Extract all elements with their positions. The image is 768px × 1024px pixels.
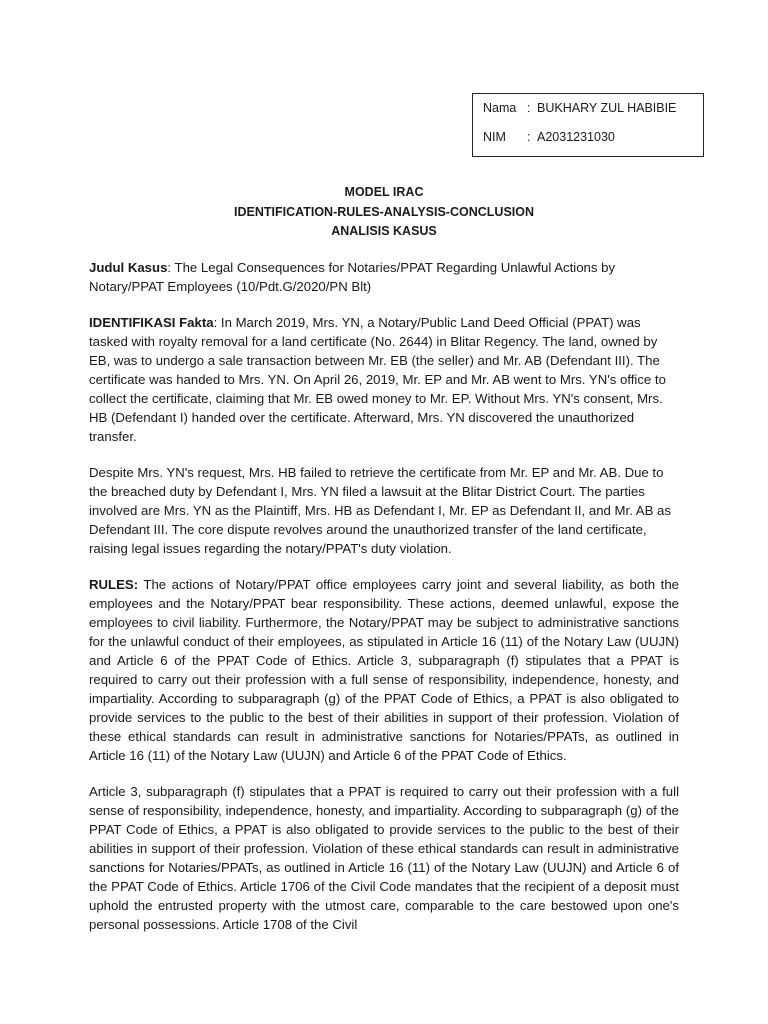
- nim-label: NIM: [483, 130, 506, 144]
- article3-paragraph: Article 3, subparagraph (f) stipulates that a PPAT is required to carry out their profession with a full sense of responsibility, independence, honesty, and impartiality. According to subparagraph (g) of the PPAT Code of Ethics, a PPAT is also obligated to provide services to the public to the best of their abilities in support of their profession. Violation of these ethical standards can result in administrative sanctions for Notaries/PPATs, as outlined in Article 16 (11) of the Notary Law (UUJN) and Article 6 of the PPAT Code of Ethics. Article 1706 of the Civil Code mandates that the recipient of a deposit must uphold the entrusted property with the utmost care, comparable to the care bestowed upon one's personal possessions. Article 1708 of the Civil: [89, 784, 679, 932]
- facts-continued-paragraph: Despite Mrs. YN's request, Mrs. HB failed to retrieve the certificate from Mr. EP and Mr. AB. Due to the breached duty by Defendant I, Mrs. YN filed a lawsuit at the Blitar District Court. The parties involved are Mrs. YN as the Plaintiff, Mrs. HB as Defendant I, Mr. EP as Defendant II, and Mr. AB as Defendant III. The core dispute revolves around the unauthorized transfer of the land certificate, raising legal issues regarding the notary/PPAT's duty violation.: [89, 465, 671, 556]
- case-title-label: Judul Kasus: [89, 260, 168, 275]
- facts-text: : In March 2019, Mrs. YN, a Notary/Public Land Deed Official (PPAT) was tasked with royalty removal for a land certificate (No. 2644) in Blitar Regency. The land, owned by EB, was to undergo a sale transaction between Mr. EB (the seller) and Mr. AB (Defendant III). The certificate was handed to Mrs. YN. On April 26, 2019, Mr. EP and Mr. AB went to Mrs. YN's office to collect the certificate, claiming that Mr. EB owed money to Mr. EP. Without Mrs. YN's consent, Mrs. HB (Defendant I) handed over the certificate. Afterward, Mrs. YN discovered the unauthorized transfer.: [89, 315, 666, 444]
- document-body: [89, 258, 679, 951]
- case-title-text: : The Legal Consequences for Notaries/PPAT Regarding Unlawful Actions by Notary/PPAT Employees (10/Pdt.G/2020/PN Blt): [89, 260, 616, 294]
- nim-row: [483, 130, 615, 144]
- nim-separator: :: [527, 130, 531, 144]
- title-line-model: MODEL IRAC: [344, 185, 424, 199]
- name-value: BUKHARY ZUL HABIBIE: [537, 101, 677, 115]
- nim-value: A2031231030: [537, 130, 615, 144]
- rules-text: The actions of Notary/PPAT office employees carry joint and several liability, as both the employees and the Notary/PPAT bear responsibility. These actions, deemed unlawful, expose the employees to civil liability. Furthermore, the Notary/PPAT may be subject to administrative sanctions for the unlawful conduct of their employees, as stipulated in Article 16 (11) of the Notary Law (UUJN) and Article 6 of the PPAT Code of Ethics. Article 3, subparagraph (f) stipulates that a PPAT is required to carry out their profession with a full sense of responsibility, independence, honesty, and impartiality. According to subparagraph (g) of the PPAT Code of Ethics, a PPAT is also obligated to provide services to the public to the best of their abilities in support of their profession. Violation of these ethical standards can result in administrative sanctions for Notaries/PPATs, as outlined in Article 16 (11) of the Notary Law (UUJN) and Article 6 of the PPAT Code of Ethics.: [89, 577, 679, 763]
- facts-paragraph: [89, 313, 679, 446]
- case-title-paragraph: [89, 258, 679, 296]
- rules-paragraph: [89, 575, 679, 765]
- document-title-block: [0, 183, 768, 242]
- title-line-irac: IDENTIFICATION-RULES-ANALYSIS-CONCLUSION: [234, 204, 534, 219]
- name-separator: :: [527, 101, 531, 115]
- name-row: [483, 101, 676, 115]
- facts-label: IDENTIFIKASI Fakta: [89, 315, 214, 330]
- title-line-analysis: ANALISIS KASUS: [331, 224, 437, 238]
- name-label: Nama: [483, 101, 517, 115]
- student-id-box: [472, 93, 704, 157]
- rules-label: RULES:: [89, 577, 139, 592]
